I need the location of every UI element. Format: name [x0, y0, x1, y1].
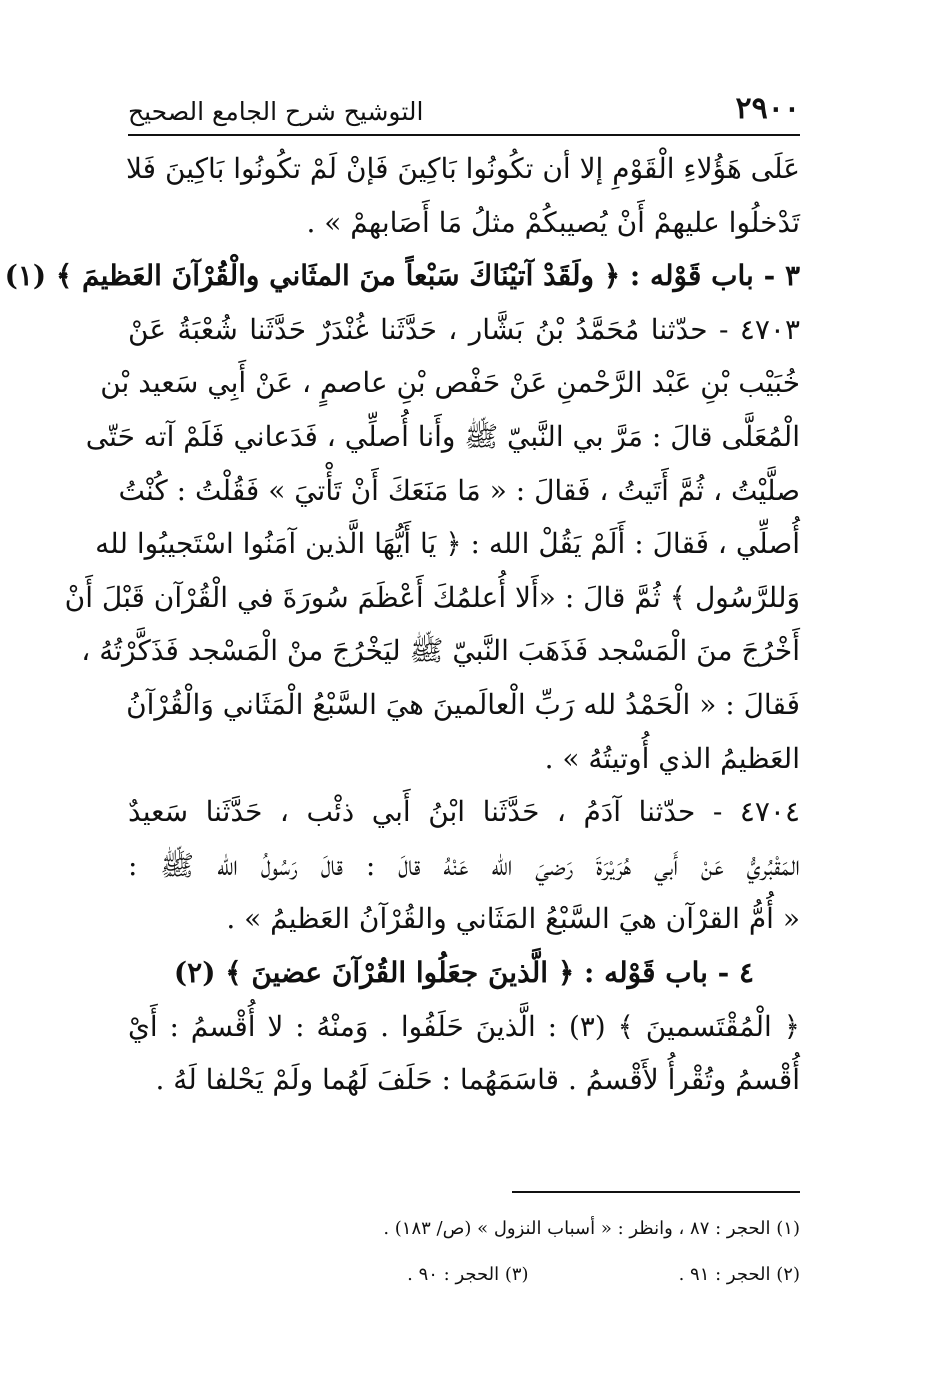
text-line: أَخْرُجَ منَ الْمَسْجد فَذَهَبَ النَّبيّ ﷺ ليَخْرُجَ منْ الْمَسْجد فَذَكَّرْتُهُ ، — [81, 634, 800, 668]
text-line: خُبَيْب بْنِ عَبْد الرَّحْمنِ عَنْ حَفْص بْنِ عاصمٍ ، عَنْ أَبِي سَعيد بْن — [100, 366, 800, 400]
footnote-rule — [512, 1191, 800, 1193]
page-header — [128, 84, 800, 126]
footnote-3: (٣) الحجر : ٩٠ . — [407, 1264, 529, 1285]
text-line: « أُمُّ القرْآن هيَ السَّبْعُ المَثَاني والقُرْآنُ العَظيمُ » . — [226, 902, 800, 936]
text-line: العَظيمُ الذي أُوتيتُهُ » . — [544, 741, 800, 775]
chapter-heading: ٤ - باب قَوْله : ﴿ الَّذينَ جعَلُوا القُرْآنَ عضينَ ﴾ (٢) — [173, 955, 755, 989]
footnote-2: (٢) الحجر : ٩١ . — [678, 1264, 800, 1285]
text-line: الْمُعَلَّى قالَ : مَرَّ بي النَّبيّ ﷺ وأَنا أُصلِّي ، فَدَعاني فَلَمْ آته حَتّى — [85, 419, 800, 453]
text-line: تَدْخلُوا عليهمْ أَنْ يُصيبكُمْ مثلُ مَا أَصَابهمْ » . — [306, 205, 800, 239]
header-rule — [128, 134, 800, 136]
text-line: فَقالَ : « الْحَمْدُ لله رَبِّ الْعالَمينَ هيَ السَّبْعُ الْمَثَاني وَالْقُرْآنُ — [126, 687, 800, 721]
hadith-4703-start: ٤٧٠٣ - حدّثنا مُحَمَّدُ بْنُ بَشَّار ، حَدَّثَنا غُنْدَرٌ حَدَّثَنا شُعْبَةُ عَنْ — [128, 312, 800, 346]
footnotes — [128, 1206, 800, 1298]
text-line: المَقْبُريُّ عَنْ أَبي هُرَيْرَةَ رَضيَ الله عَنْهُ قالَ : قالَ رَسُولُ الله ﷺ : — [128, 848, 800, 882]
text-line: عَلَى هَؤُلاءِ الْقَوْمِ إلا أن تكُونُوا بَاكِينَ فَإنْ لَمْ تكُونُوا بَاكِينَ فَلا — [125, 152, 800, 185]
text-line: وَللرَّسُول ﴾ ثُمَّ قالَ : «أَلا أُعلمُكَ أَعْظَمَ سُورَةَ في الْقُرْآن قَبْلَ أَنْ — [64, 580, 800, 614]
text-line: صلَّيْتُ ، ثُمَّ أَتَيتُ ، فَقالَ : « مَا مَنَعَكَ أَنْ تَأْتيَ » فَقُلْتُ : كُنْتُ — [118, 473, 800, 507]
footnote-line — [128, 1206, 800, 1252]
text-line: أُقْسمُ وتُقْرأُ لأَقْسمُ . قاسَمَهُما : حَلَفَ لَهُما ولَمْ يَحْلفا لَهُ . — [155, 1063, 800, 1097]
footnote-line — [128, 1252, 800, 1298]
main-text — [4, 142, 801, 1107]
text-line: أُصلِّي ، فَقالَ : أَلَمْ يَقُلْ الله : ﴿ يَا أَيُّهَا الَّذين آمَنُوا اسْتَجيبُوا لله — [95, 527, 800, 561]
hadith-4704-start: ٤٧٠٤ - حدّثنا آدَمُ ، حَدَّثَنا ابْنُ أَبي ذئْب ، حَدَّثَنا سَعيدٌ — [128, 795, 800, 829]
text-line: ﴿ الْمُقْتَسمينَ ﴾ (٣) : الَّذينَ حَلَفُوا . وَمنْهُ : لا أُقْسمُ : أَيْ — [128, 1009, 801, 1043]
chapter-heading: ٣ - باب قَوْله : ﴿ ولَقَدْ آتيْنَاكَ سَبْعاً منَ المثَاني والْقُرْآنَ العَظيمَ ﴾ (١) — [4, 259, 800, 293]
running-title: التوشيح شرح الجامع الصحيح — [128, 97, 424, 126]
footnote-1: (١) الحجر : ٨٧ ، وانظر : « أسباب النزول » (ص/ ١٨٣) . — [383, 1218, 800, 1239]
page-number: ٢٩٠٠ — [735, 91, 800, 126]
